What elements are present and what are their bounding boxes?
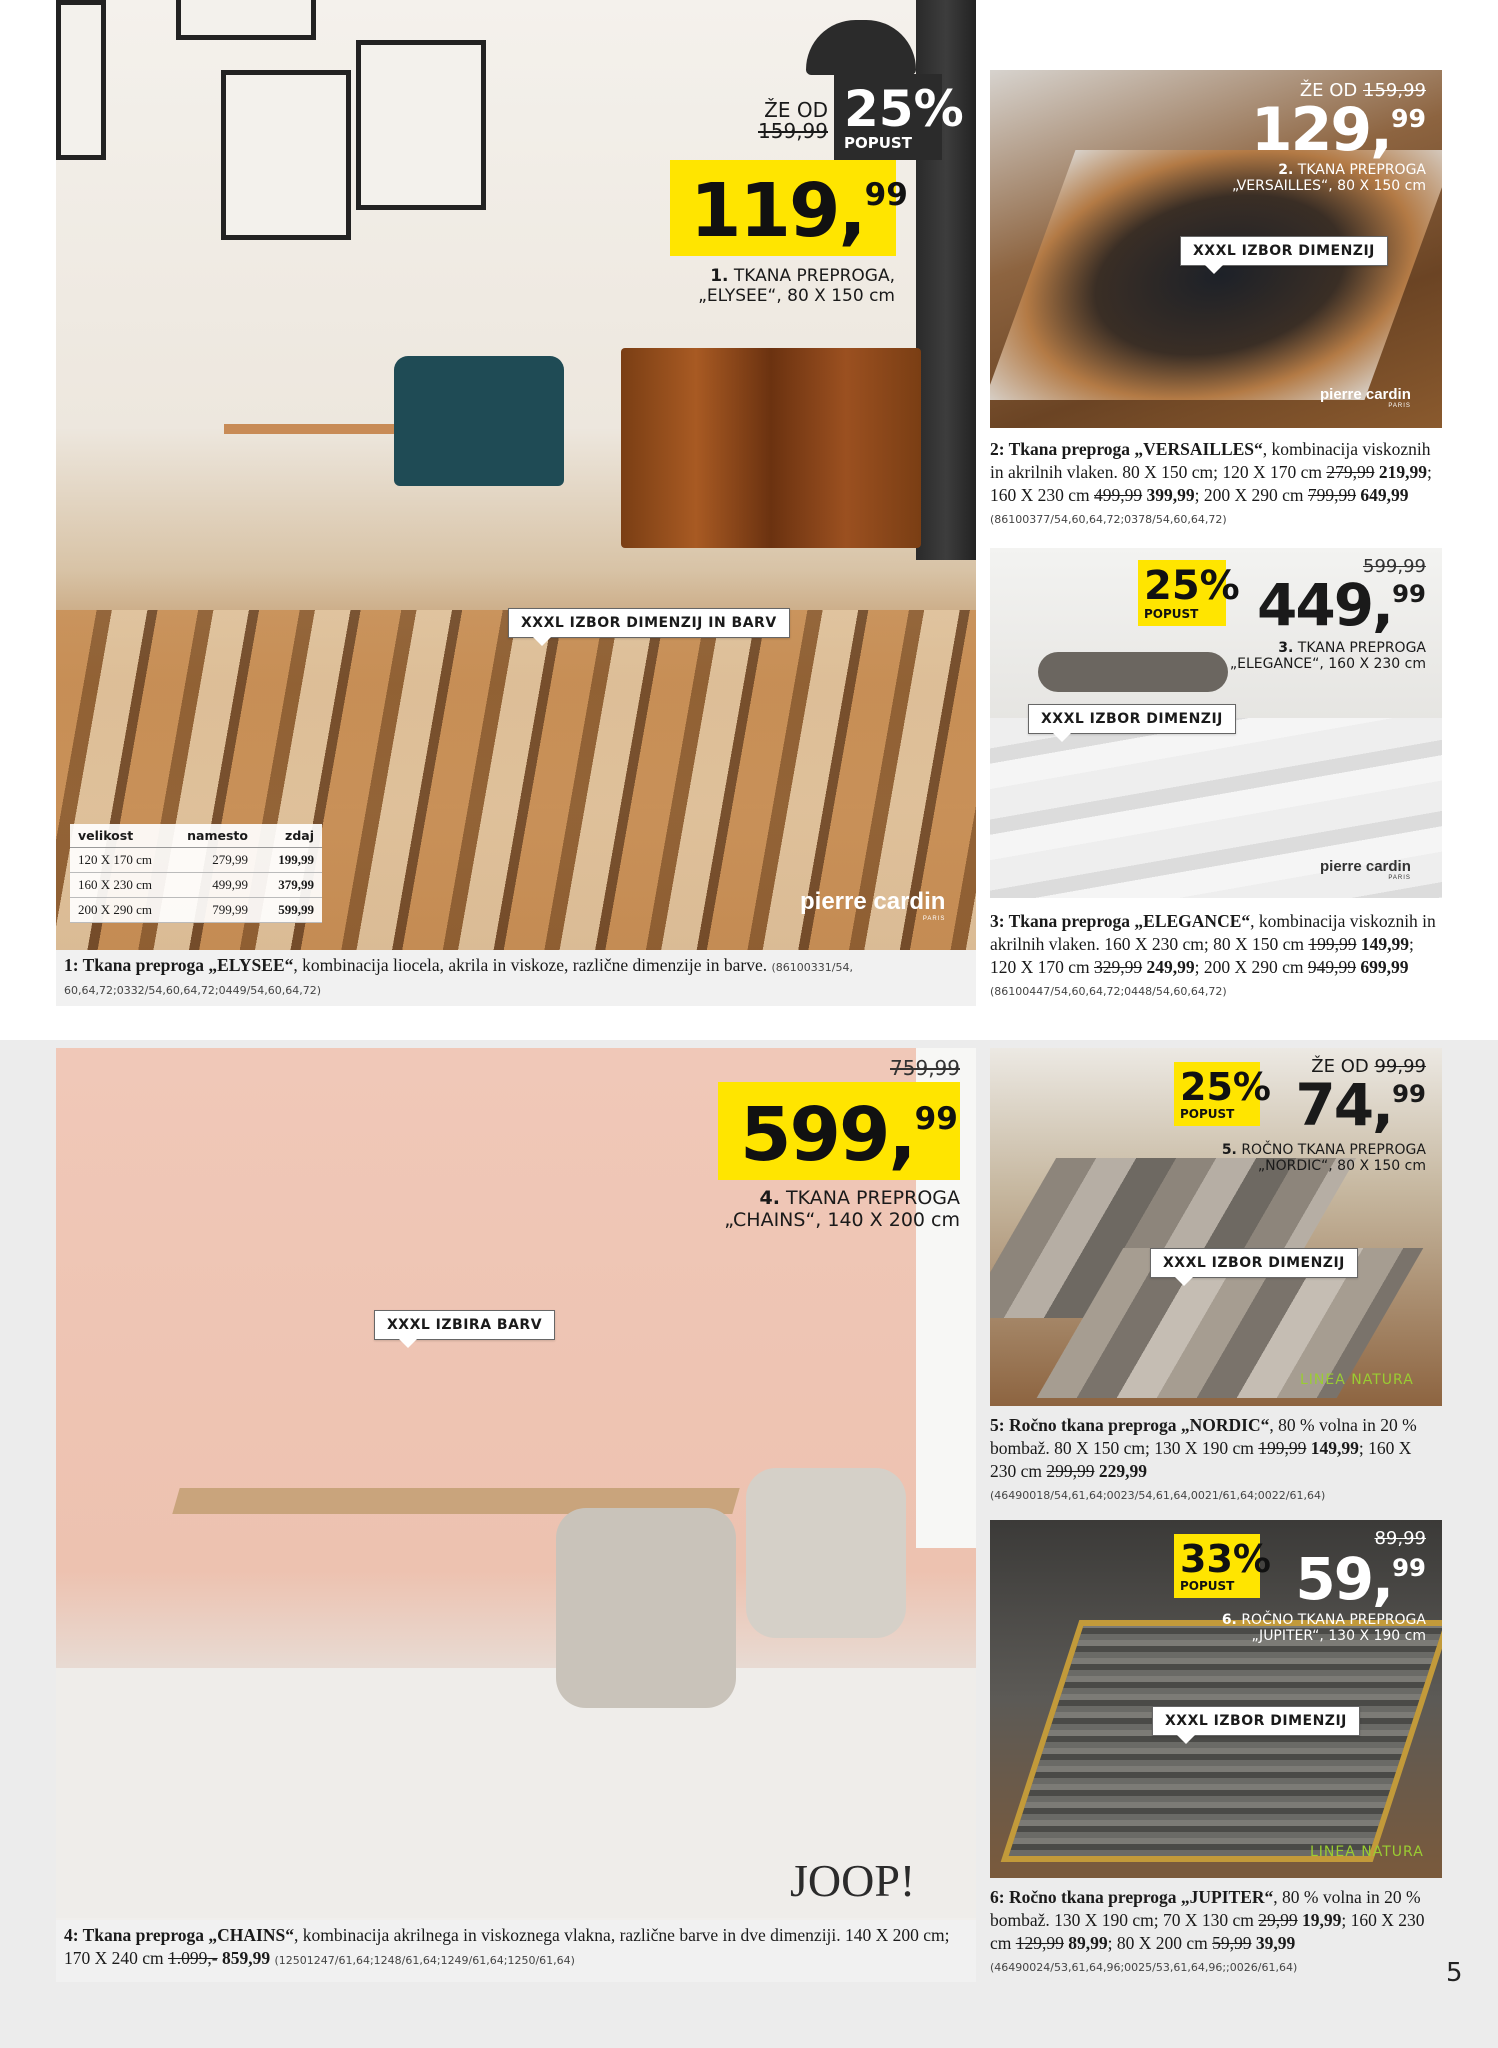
armchair (394, 356, 564, 486)
p1-size-table (70, 824, 322, 923)
table-row (70, 848, 322, 873)
p5-discount-badge (1174, 1062, 1271, 1126)
p3-price (1240, 571, 1426, 639)
p1-brand: pierre cardin (800, 888, 946, 915)
rug (1001, 1620, 1442, 1862)
table-row (70, 873, 322, 898)
p5-old-price: 99,99 (1374, 1056, 1426, 1077)
p2-brand: pierre cardin (1320, 386, 1411, 403)
table-cell: 279,99 (178, 848, 256, 873)
p2-brand-sub: PARIS (1388, 403, 1411, 409)
p2-number: 2. (1278, 162, 1294, 178)
p3-price-cents: 99 (1392, 579, 1426, 608)
p2-size3-text: ; 200 X 290 cm (1194, 484, 1304, 505)
p6-caption (990, 1886, 1442, 1977)
p2-caption-code: (86100377/54,60,64,72;0378/54,60,64,72) (990, 513, 1227, 527)
p3-size-tag: XXXL IZBOR DIMENZIJ (1028, 704, 1236, 734)
p4-size1-old: 1.099,- (168, 1947, 218, 1968)
p3-brand-sub: PARIS (1388, 875, 1411, 881)
p1-discount-badge (834, 74, 964, 160)
p6-discount-badge (1174, 1534, 1271, 1598)
p3-product-name (1180, 640, 1426, 672)
p4-price-main: 599, (740, 1092, 915, 1178)
table-cell: 120 X 170 cm (70, 848, 178, 873)
p5-size2-text: ; 160 X 230 cm (990, 1437, 1412, 1481)
p1-product-name (640, 267, 895, 306)
wall-frame (176, 0, 316, 40)
table-cell: 599,99 (256, 898, 322, 923)
p5-caption-text: , 80 % volna in 20 % bombaž. 80 X 150 cm; 130 X 190 cm (990, 1415, 1417, 1458)
p4-caption-title: 4: Tkana preproga „CHAINS“ (64, 1925, 294, 1945)
p5-discount-pct: 25% (1180, 1065, 1271, 1109)
p1-caption-text: , kombinacija liocela, akrila in viskoze, različne dimenzije in barve. (293, 955, 768, 975)
p6-size1-new: 19,99 (1302, 1909, 1342, 1930)
p5-caption-code: (46490018/54,61,64;0023/54,61,64,0021/61,64;0022/61,64) (990, 1489, 1326, 1503)
p5-caption-title: 5: Ročno tkana preproga „NORDIC“ (990, 1415, 1270, 1435)
p2-caption-text: , kombinacija viskoznih in akrilnih vlaken. 80 X 150 cm; 120 X 170 cm (990, 439, 1431, 482)
p3-size1-old: 199,99 (1308, 933, 1357, 954)
table-header: namesto (178, 824, 256, 848)
page-number: 5 (1446, 1958, 1463, 1988)
p4-old-price: 759,99 (890, 1056, 960, 1080)
p4-brand-logo: JOOP! (790, 1855, 916, 1906)
p3-caption (990, 910, 1442, 1001)
p5-ze-od: ŽE OD (1311, 1056, 1369, 1077)
p3-brand: pierre cardin (1320, 858, 1411, 875)
wall-frame (356, 40, 486, 210)
p1-price (690, 168, 908, 254)
p3-caption-title: 3: Tkana preproga „ELEGANCE“ (990, 911, 1251, 931)
wall-frame (56, 0, 106, 160)
p5-name: ROČNO TKANA PREPROGA „NORDIC“, 80 X 150 cm (1241, 1142, 1426, 1175)
p6-price-main: 59, (1295, 1545, 1393, 1613)
p1-discount-label: POPUST (844, 134, 912, 152)
p3-name: TKANA PREPROGA „ELEGANCE“, 160 X 230 cm (1229, 640, 1426, 673)
p5-price (1270, 1071, 1426, 1139)
p5-size2-old: 299,99 (1046, 1460, 1095, 1481)
p4-caption (56, 1920, 976, 1982)
p2-size3-old: 799,99 (1307, 484, 1357, 505)
sideboard (621, 348, 921, 548)
p3-caption-text: , kombinacija viskoznih in akrilnih vlaken. 160 X 230 cm; 80 X 150 cm (990, 911, 1436, 954)
p4-caption-code: (12501247/61,64;1248/61,64;1249/61,64;1250/61,64) (274, 1953, 575, 1967)
table-header-row (70, 824, 322, 848)
p1-price-main: 119, (690, 168, 865, 254)
p4-number: 4. (759, 1187, 780, 1209)
p1-old-price: 159,99 (758, 119, 828, 143)
dining-chair (746, 1468, 906, 1638)
p2-size3-new: 649,99 (1360, 484, 1409, 505)
p1-price-box (670, 160, 908, 256)
p1-discount-pct: 25% (844, 80, 964, 138)
p1-size-tag: XXXL IZBOR DIMENZIJ IN BARV (508, 608, 790, 638)
p3-brand-logo (1320, 858, 1411, 881)
table-cell: 160 X 230 cm (70, 873, 178, 898)
p5-number: 5. (1221, 1142, 1237, 1158)
p6-discount-label: POPUST (1180, 1579, 1235, 1593)
p6-size1-old: 29,99 (1258, 1909, 1298, 1930)
p6-size2-old: 129,99 (1015, 1932, 1064, 1953)
p5-product-name (1180, 1142, 1426, 1174)
table-cell: 199,99 (256, 848, 322, 873)
p5-size1-old: 199,99 (1258, 1437, 1307, 1458)
p4-old-price-block (830, 1056, 960, 1080)
p3-size2-old: 329,99 (1094, 956, 1143, 977)
p2-size-tag: XXXL IZBOR DIMENZIJ (1180, 236, 1388, 266)
p2-price-cents: 99 (1390, 104, 1426, 133)
p4-price-cents: 99 (914, 1101, 958, 1137)
p2-name: TKANA PREPROGA „VERSAILLES“, 80 X 150 cm (1232, 162, 1426, 195)
p1-ze-od: ŽE OD (764, 98, 828, 122)
p2-price (1250, 95, 1426, 165)
p3-size3-text: ; 200 X 290 cm (1194, 956, 1304, 977)
p4-product-name (700, 1188, 960, 1232)
p2-product-name (1180, 162, 1426, 194)
p2-size2-text: ; 160 X 230 cm (990, 461, 1432, 505)
p3-size2-text: ; 120 X 170 cm (990, 933, 1414, 977)
p2-size1-new: 219,99 (1378, 461, 1427, 482)
p2-caption-title: 2: Tkana preproga „VERSAILLES“ (990, 439, 1263, 459)
table-header: zdaj (256, 824, 322, 848)
pendant-lamp (806, 20, 916, 75)
p6-caption-title: 6: Ročno tkana preproga „JUPITER“ (990, 1887, 1274, 1907)
p6-size3-new: 39,99 (1255, 1932, 1296, 1953)
p1-name: TKANA PREPROGA, „ELYSEE“, 80 X 150 cm (698, 266, 895, 306)
p3-size3-old: 949,99 (1307, 956, 1357, 977)
p5-brand-logo: LINEA NATURA (1300, 1372, 1414, 1388)
p6-old-price: 89,99 (1374, 1528, 1426, 1549)
p3-size1-new: 149,99 (1360, 933, 1409, 954)
p1-brand-sub: PARIS (922, 916, 946, 922)
p5-size-tag: XXXL IZBOR DIMENZIJ (1150, 1248, 1358, 1278)
p1-brand-logo (800, 888, 945, 922)
p6-price (1270, 1545, 1426, 1613)
table-cell: 200 X 290 cm (70, 898, 178, 923)
p6-caption-code: (46490024/53,61,64,96;0025/53,61,64,96;;0026/61,64) (990, 1961, 1298, 1975)
p3-size2-new: 249,99 (1146, 956, 1195, 977)
p6-size2-text: ; 160 X 230 cm (990, 1909, 1425, 1953)
wall-frame (221, 70, 351, 240)
table-row (70, 898, 322, 923)
table-header: velikost (70, 824, 178, 848)
p3-size3-new: 699,99 (1360, 956, 1409, 977)
p5-price-main: 74, (1295, 1071, 1393, 1139)
p3-discount-pct: 25% (1144, 563, 1240, 609)
dining-chair (556, 1508, 736, 1708)
p5-caption (990, 1414, 1442, 1505)
p5-size2-new: 229,99 (1098, 1460, 1148, 1481)
p6-brand-logo: LINEA NATURA (1310, 1844, 1424, 1860)
p6-size3-old: 59,99 (1212, 1932, 1252, 1953)
p3-number: 3. (1278, 640, 1294, 656)
p4-size1-new: 859,99 (221, 1947, 271, 1968)
p6-price-cents: 99 (1392, 1553, 1426, 1582)
p1-number: 1. (710, 266, 729, 286)
p2-caption (990, 438, 1442, 529)
p6-number: 6. (1221, 1612, 1237, 1628)
p6-caption-text: , 80 % volna in 20 % bombaž. 130 X 190 cm; 70 X 130 cm (990, 1887, 1421, 1930)
p2-size2-old: 499,99 (1094, 484, 1143, 505)
p3-discount-label: POPUST (1144, 607, 1199, 621)
p2-old-price: 159,99 (1363, 80, 1426, 101)
p2-brand-logo (1320, 386, 1411, 409)
p4-color-tag: XXXL IZBIRA BARV (374, 1310, 555, 1340)
p3-discount-badge (1138, 560, 1240, 626)
p4-price-box (718, 1082, 960, 1180)
p1-ze-od-block (750, 100, 828, 142)
p3-old-price: 599,99 (1363, 556, 1426, 577)
p4-price (740, 1092, 958, 1178)
p6-size3-text: ; 80 X 200 cm (1107, 1932, 1208, 1953)
p6-size-tag: XXXL IZBOR DIMENZIJ (1152, 1706, 1360, 1736)
p6-product-name (1180, 1612, 1426, 1644)
p1-caption-title: 1: Tkana preproga „ELYSEE“ (64, 955, 294, 975)
side-table (224, 424, 394, 584)
table-cell: 799,99 (178, 898, 256, 923)
p6-size2-new: 89,99 (1068, 1932, 1108, 1953)
p1-price-cents: 99 (864, 177, 908, 213)
p2-size2-new: 399,99 (1146, 484, 1195, 505)
p5-size1-new: 149,99 (1310, 1437, 1359, 1458)
p3-caption-code: (86100447/54,60,64,72;0448/54,60,64,72) (990, 985, 1227, 999)
p1-caption (56, 950, 976, 1006)
table-cell: 499,99 (178, 873, 256, 898)
p5-price-cents: 99 (1392, 1079, 1426, 1108)
p4-name: TKANA PREPROGA „CHAINS“, 140 X 200 cm (724, 1187, 960, 1231)
table-cell: 379,99 (256, 873, 322, 898)
p3-price-main: 449, (1256, 571, 1393, 639)
p2-size1-old: 279,99 (1326, 461, 1375, 482)
p2-price-main: 129, (1250, 95, 1391, 165)
p6-name: ROČNO TKANA PREPROGA „JUPITER“, 130 X 190 cm (1241, 1612, 1426, 1645)
p1-caption-code: (86100331/54, 60,64,72;0332/54,60,64,72;0449/54,60,64,72) (64, 961, 853, 997)
p2-ze-od: ŽE OD (1299, 80, 1358, 101)
p5-discount-label: POPUST (1180, 1107, 1235, 1121)
p6-discount-pct: 33% (1180, 1537, 1271, 1581)
p4-caption-text: , kombinacija akrilnega in viskoznega vlakna, različne barve in dve dimenziji. 140 X 200 cm; 170 X 240 cm (64, 1925, 950, 1968)
